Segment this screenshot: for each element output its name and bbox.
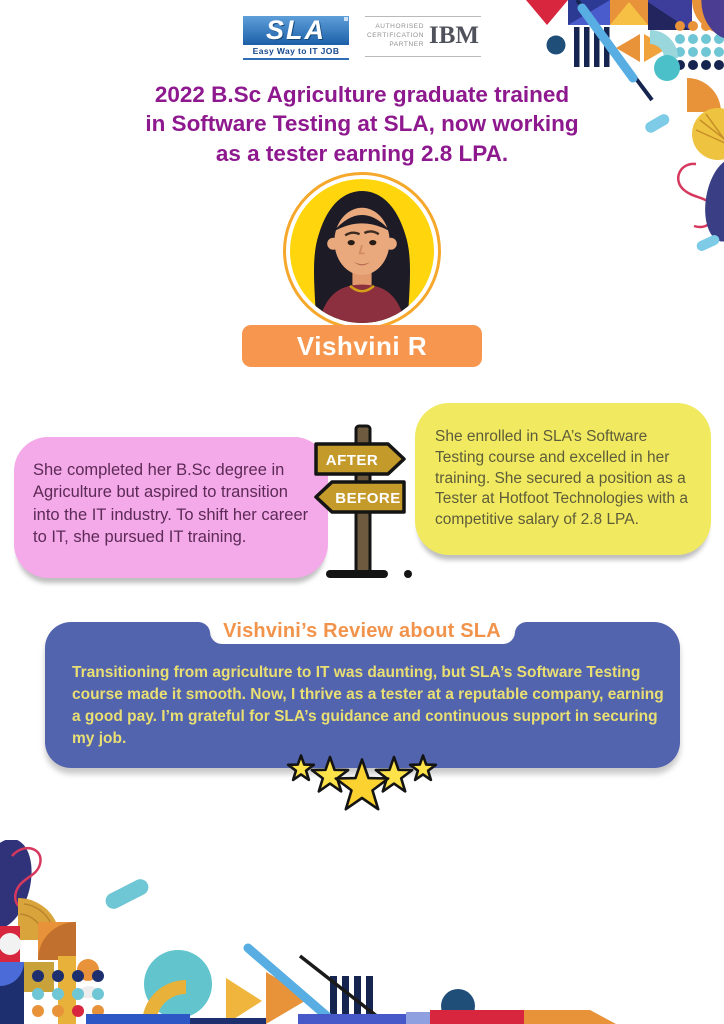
- before-after-signpost: [300, 420, 424, 592]
- profile-photo-illustration: [290, 179, 434, 323]
- memphis-pattern-bottom-left: [0, 840, 620, 1024]
- before-bubble: She completed her B.Sc degree in Agriculture but aspired to transition into the IT industry. To shift her career to IT, she pursued IT training.: [14, 437, 328, 578]
- ibm-partner-logo: [365, 16, 481, 57]
- headline: 2022 B.Sc Agriculture graduate trained in Software Testing at SLA, now working as a tester earning 2.8 LPA.: [145, 82, 579, 166]
- ibm-partner-text: AUTHORISED CERTIFICATION PARTNER: [366, 23, 424, 48]
- after-bubble: She enrolled in SLA’s Software Testing course and excelled in her training. She secured a position as a Tester at Hotfoot Technologies with a competitive salary of 2.8 LPA.: [415, 403, 711, 555]
- sla-tagline: Easy Way to IT JOB: [243, 45, 349, 60]
- star-icon: [336, 760, 388, 810]
- star-icon: [288, 756, 314, 780]
- after-sign-label: AFTER: [325, 452, 379, 469]
- star-rating: [282, 748, 442, 818]
- sla-trademark-mark: [344, 17, 348, 21]
- name-banner: Vishvini R: [242, 325, 482, 367]
- star-icon: [312, 757, 348, 791]
- star-icon: [410, 756, 436, 780]
- star-icon: [376, 757, 412, 791]
- before-sign-label: BEFORE: [335, 490, 401, 507]
- review-text: Transitioning from agriculture to IT was daunting, but SLA’s Software Testing course made it smooth. Now, I thrive as a tester at a reputable company, earning a good pay. I’m grateful for SLA’s guidance and continuous support in securing my job.: [72, 664, 664, 747]
- ibm-logo-text: IBM: [429, 21, 479, 49]
- review-heading: Vishvini’s Review about SLA: [223, 620, 501, 642]
- profile-photo-frame: [283, 172, 441, 330]
- sla-logo-text: SLA: [266, 15, 326, 45]
- sla-logo: [243, 16, 349, 60]
- sla-logo-box: [243, 16, 349, 45]
- profile-photo: [290, 179, 434, 323]
- header-logos: [0, 16, 724, 60]
